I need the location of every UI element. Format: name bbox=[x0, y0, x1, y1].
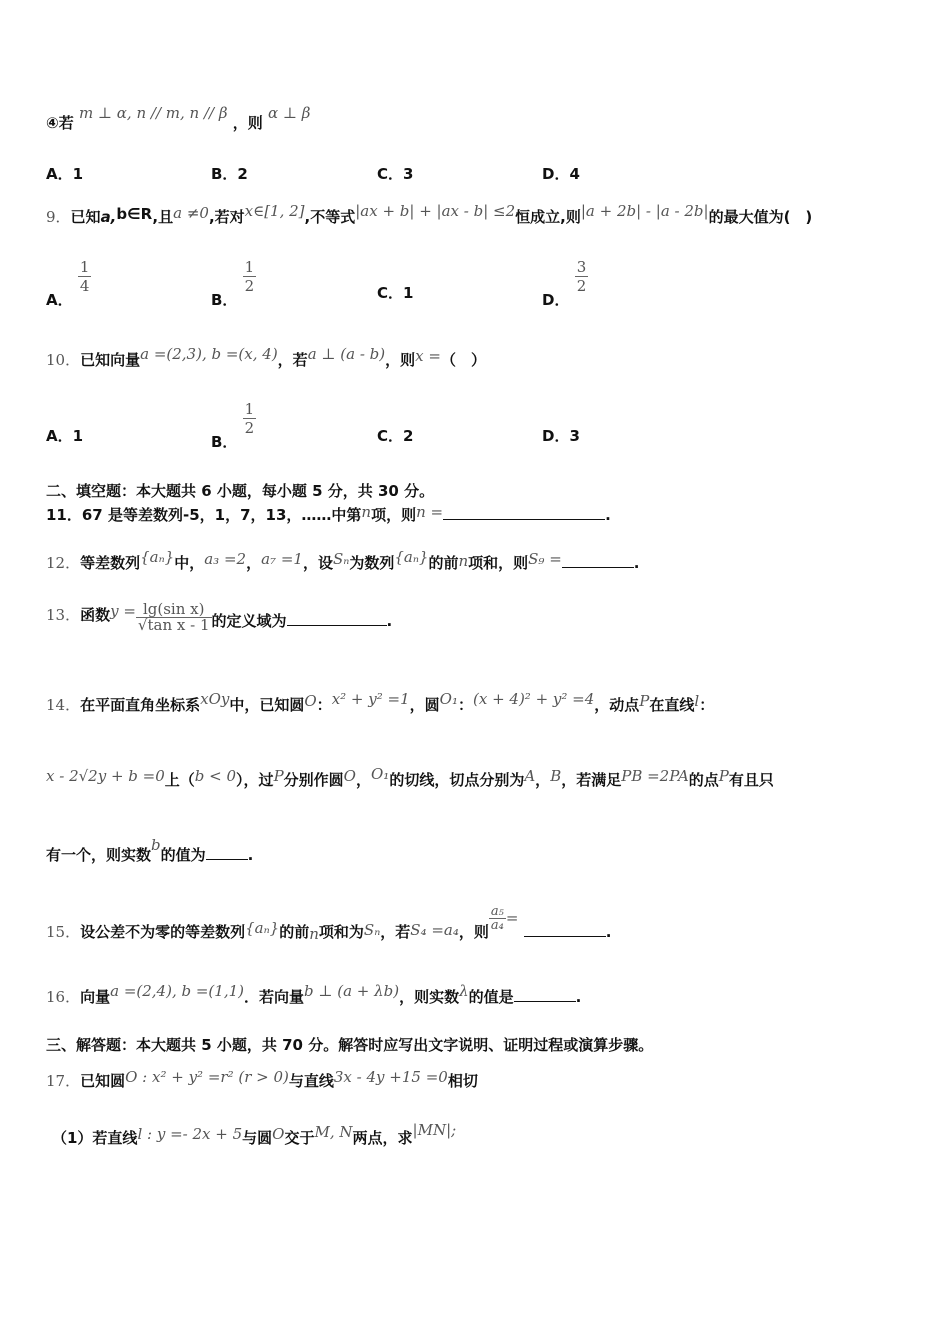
q10-option-d[interactable]: D．3 bbox=[542, 427, 580, 445]
q14-stem-line3: 有一个，则实数b的值为 . bbox=[46, 836, 254, 864]
section-2-heading: 二、填空题：本大题共 6 小题，每小题 5 分，共 30 分。 bbox=[46, 482, 435, 500]
q9-option-b[interactable]: B． $\frac{1}{2}$ bbox=[211, 258, 255, 309]
answer-blank[interactable] bbox=[524, 936, 606, 937]
q9-stem: 9．已知a,b∈R,且a ≠0,若对x∈[1, 2],不等式|ax + b| + |ax - b| ≤2恒成立,则|a + 2b| - |a - 2b|的最大值为( ) bbox=[46, 202, 813, 226]
q9-option-c[interactable]: C．1 bbox=[377, 284, 414, 302]
q10-option-c[interactable]: C．2 bbox=[377, 427, 414, 445]
q16-stem: 16．向量a =(2,4), b =(1,1)．若向量b ⊥ (a + λb)，则实数λ的值是 . bbox=[46, 982, 582, 1006]
answer-blank[interactable] bbox=[514, 1001, 576, 1002]
answer-blank[interactable] bbox=[206, 859, 248, 860]
q17-part1: （1）若直线l : y =- 2x + 5与圆O交于M, N两点，求|MN|; bbox=[52, 1121, 457, 1147]
q8-item4: ④若 m ⊥ α, n // m, n // β ，则 α ⊥ β bbox=[46, 104, 311, 132]
q10-stem: 10．已知向量a =(2,3), b =(x, 4)，若a ⊥ (a - b)，则x =（ ） bbox=[46, 345, 486, 369]
q9-option-a[interactable]: A． $\frac{1}{4}$ bbox=[46, 258, 90, 309]
fraction: $\frac{\text{lg(sin x)}}{\text{√tan x - 1}}$ bbox=[137, 600, 210, 634]
answer-blank[interactable] bbox=[562, 567, 634, 568]
answer-blank[interactable] bbox=[287, 625, 387, 626]
q11-stem: 11．67 是等差数列-5，1，7，13，……中第n项，则n = . bbox=[46, 503, 611, 524]
fraction: $\frac{1}{2}$ bbox=[244, 258, 255, 295]
q8-option-d[interactable]: D．4 bbox=[542, 165, 580, 183]
q13-stem: 13．函数y = $\frac{\text{lg(sin x)}}{\text{√tan x - 1}}$ 的定义域为 . bbox=[46, 600, 393, 634]
q15-stem: 15．设公差不为零的等差数列{aₙ}的前n项和为Sₙ，若S₄ =a₄，则 $\frac{\text{a₅}}{\text{a₄}}$ = . bbox=[46, 904, 612, 943]
answer-blank[interactable] bbox=[443, 519, 605, 520]
fraction: $\frac{1}{4}$ bbox=[79, 258, 90, 295]
section-3-heading: 三、解答题：本大题共 5 小题，共 70 分。解答时应写出文字说明、证明过程或演算步骤。 bbox=[46, 1036, 654, 1054]
q14-stem-line1: 14．在平面直角坐标系xOy中，已知圆O：x² + y² =1，圆O₁：(x + 4)² + y² =4，动点P在直线l： bbox=[46, 690, 715, 714]
fraction: $\frac{1}{2}$ bbox=[244, 400, 255, 437]
q17-stem: 17．已知圆O : x² + y² =r² (r > 0)与直线3x - 4y +15 =0相切 bbox=[46, 1068, 478, 1090]
q8-option-b[interactable]: B．2 bbox=[211, 165, 248, 183]
fraction: $\frac{\text{a₅}}{\text{a₄}}$ bbox=[490, 904, 504, 933]
q8-option-c[interactable]: C．3 bbox=[377, 165, 414, 183]
q9-option-d[interactable]: D． $\frac{3}{2}$ bbox=[542, 258, 587, 309]
q8-option-a[interactable]: A．1 bbox=[46, 165, 84, 183]
q14-stem-line2: x - 2√2y + b =0上（b < 0），过P分别作圆O，O₁的切线，切点分别为A，B，若满足PB =2PA的点P有且只 bbox=[46, 765, 774, 789]
q12-stem: 12．等差数列{aₙ}中，a₃ =2，a₇ =1，设Sₙ为数列{aₙ}的前n项和，则S₉ = . bbox=[46, 548, 640, 572]
q10-option-a[interactable]: A．1 bbox=[46, 427, 84, 445]
fraction: $\frac{3}{2}$ bbox=[576, 258, 587, 295]
q10-option-b[interactable]: B． $\frac{1}{2}$ bbox=[211, 400, 255, 451]
